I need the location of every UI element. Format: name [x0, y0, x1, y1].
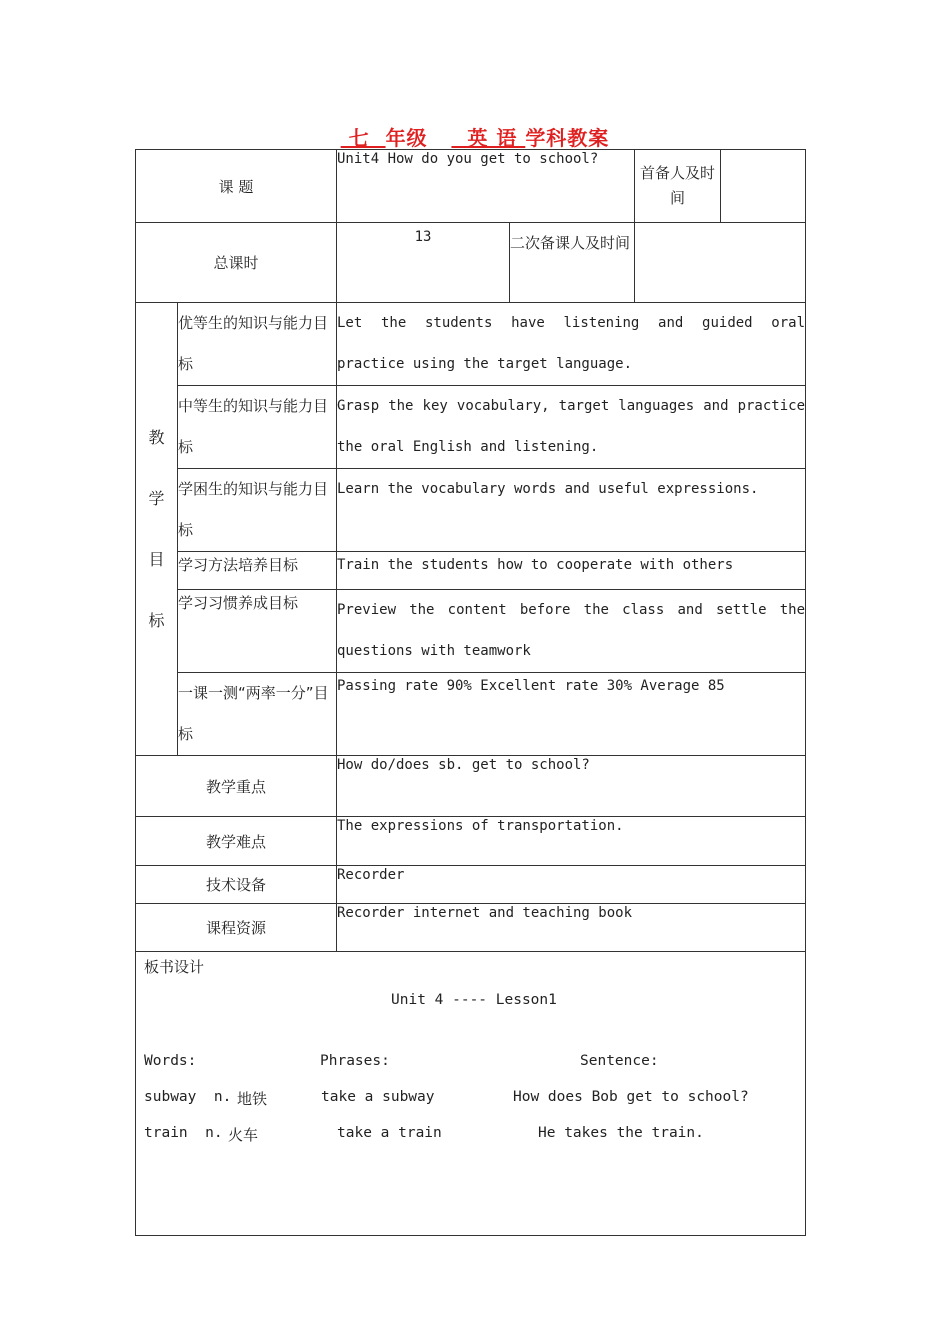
sentence: How does Bob get to school? [513, 1089, 749, 1105]
topic-label: 课 题 [136, 150, 337, 223]
phrase: take a subway [321, 1089, 435, 1105]
second-preparer-value [635, 223, 806, 303]
equipment-value: Recorder [337, 866, 806, 904]
word-english: train n. [144, 1125, 223, 1141]
board-design [136, 952, 805, 1235]
total-row [136, 223, 806, 303]
goal-value: Preview the content before the class and settle the questions with teamwork [337, 590, 806, 673]
key-point-value: How do/does sb. get to school? [337, 756, 806, 817]
sentence-heading: Sentence: [580, 1053, 659, 1069]
total-value: 13 [337, 223, 510, 303]
board-heading: Unit 4 ---- Lesson1 [391, 992, 557, 1008]
resources-value: Recorder internet and teaching book [337, 904, 806, 952]
goal-row [136, 469, 806, 552]
goal-label: 学习方法培养目标 [178, 552, 337, 590]
resources-row [136, 904, 806, 952]
board-design-row [136, 952, 806, 1236]
title-grade-suffix: 年级 [385, 126, 428, 150]
goal-value: Grasp the key vocabulary, target languages and practice the oral English and listening. [337, 386, 806, 469]
goals-side-char: 标 [148, 611, 165, 630]
goal-label: 学习习惯养成目标 [178, 590, 337, 673]
resources-label: 课程资源 [136, 904, 337, 952]
goal-row [136, 673, 806, 756]
goal-row [136, 386, 806, 469]
goals-side-label [136, 303, 178, 756]
word-english: subway n. [144, 1089, 232, 1105]
goals-side-char: 目 [148, 550, 165, 569]
total-label: 总课时 [136, 223, 337, 303]
goal-value: Let the students have listening and guided oral practice using the target language. [337, 303, 806, 386]
topic-row [136, 150, 806, 223]
phrases-heading: Phrases: [320, 1053, 390, 1069]
phrase: take a train [337, 1125, 442, 1141]
word-chinese: 地铁 [237, 1090, 268, 1108]
goal-label: 中等生的知识与能力目标 [178, 386, 337, 469]
difficulty-value: The expressions of transportation. [337, 817, 806, 866]
preparer-label: 首备人及时间 [635, 150, 721, 223]
topic-value: Unit4 How do you get to school? [337, 150, 635, 223]
goals-side-char: 学 [148, 489, 165, 508]
words-heading: Words: [144, 1053, 197, 1069]
key-point-label: 教学重点 [136, 756, 337, 817]
page-title [0, 122, 950, 151]
title-subject: 英 语 [451, 126, 526, 150]
title-gap [428, 126, 452, 150]
lesson-plan-table [135, 149, 806, 1236]
goals-side-char: 教 [148, 428, 165, 447]
sentence: He takes the train. [538, 1125, 704, 1141]
goal-label: 学困生的知识与能力目标 [178, 469, 337, 552]
board-label: 板书设计 [144, 958, 205, 976]
goal-row [136, 552, 806, 590]
title-subject-suffix: 学科教案 [525, 126, 610, 150]
key-point-row [136, 756, 806, 817]
title-grade: 七 [340, 126, 386, 150]
goal-value: Learn the vocabulary words and useful expressions. [337, 469, 806, 552]
difficulty-row [136, 817, 806, 866]
word-chinese: 火车 [228, 1126, 259, 1144]
preparer-value [721, 150, 806, 223]
goal-label: 优等生的知识与能力目标 [178, 303, 337, 386]
equipment-label: 技术设备 [136, 866, 337, 904]
difficulty-label: 教学难点 [136, 817, 337, 866]
goal-value: Passing rate 90% Excellent rate 30% Average 85 [337, 673, 806, 756]
equipment-row [136, 866, 806, 904]
goal-value: Train the students how to cooperate with others [337, 552, 806, 590]
goal-row [136, 303, 806, 386]
second-preparer-label: 二次备课人及时间 [510, 223, 635, 303]
board-design-cell [136, 952, 806, 1236]
goal-label: 一课一测“两率一分”目标 [178, 673, 337, 756]
goal-row [136, 590, 806, 673]
